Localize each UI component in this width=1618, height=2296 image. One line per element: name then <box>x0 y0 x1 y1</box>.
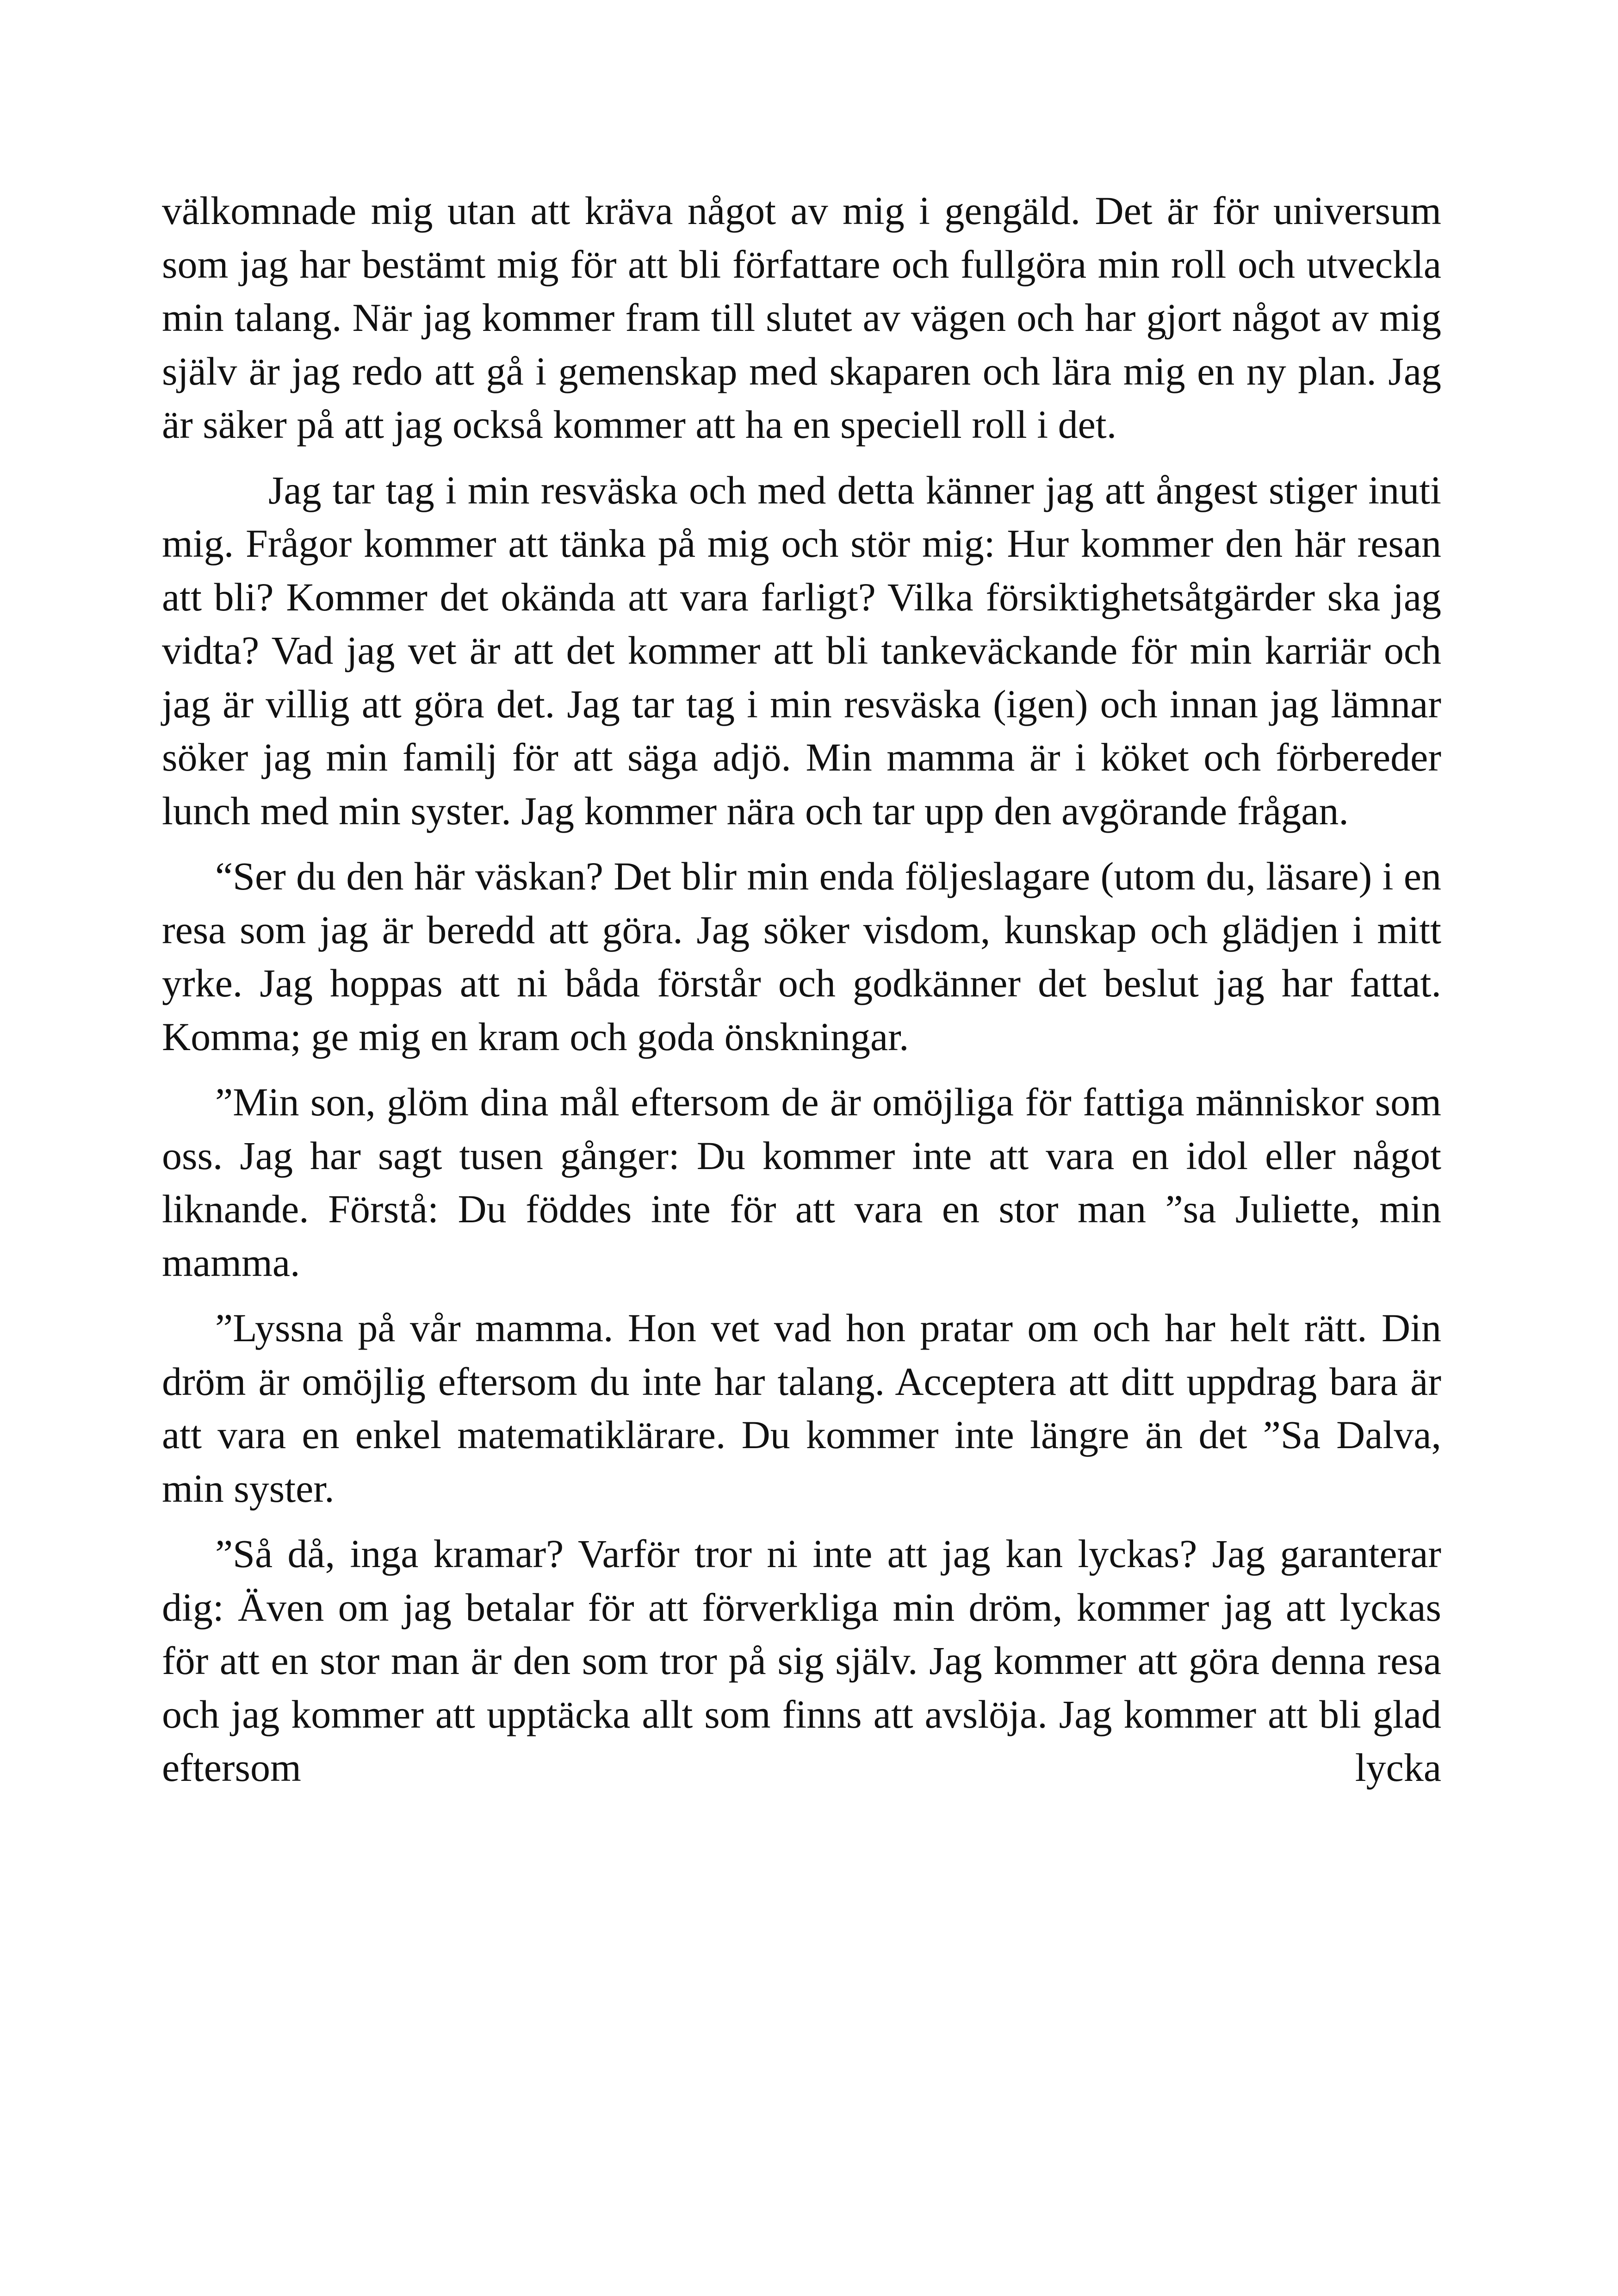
paragraph-dialogue-reply: ”Så då, inga kramar? Varför tror ni inte att jag kan lyckas? Jag garanterar dig: Även om jag betalar för att förverkliga min dröm, kommer jag att lyckas för att en stor man är den som tror på sig själv. Jag kommer att göra denna resa och jag kommer att upptäcka allt som finns att avslöja. Jag kommer att bli glad eftersom lycka <box>162 1531 1441 1790</box>
paragraph-dialogue-son: “Ser du den här väskan? Det blir min enda följeslagare (utom du, läsare) i en resa som jag är beredd att göra. Jag söker visdom, kunskap och glädjen i mitt yrke. Jag hoppas att ni båda förstår och godkänner det beslut jag har fattat. Komma; ge mig en kram och goda önskningar. <box>162 854 1441 1059</box>
paragraph-dialogue-mother: ”Min son, glöm dina mål eftersom de är omöjliga för fattiga människor som oss. Jag har sagt tusen gånger: Du kommer inte att vara en idol eller något liknande. Förstå: Du föddes inte för att vara en stor man ”sa Juliette, min mamma. <box>162 1080 1441 1285</box>
paragraph-continued: välkomnade mig utan att kräva något av mig i gengäld. Det är för universum som jag har bestämt mig för att bli författare och fullgöra min roll och utveckla min talang. När jag kommer fram till slutet av vägen och har gjort något av mig själv är jag redo att gå i gemenskap med skaparen och lära mig en ny plan. Jag är säker på att jag också kommer att ha en speciell roll i det. <box>162 188 1441 447</box>
paragraph-suitcase: Jag tar tag i min resväska och med detta känner jag att ångest stiger inuti mig. Frågor kommer att tänka på mig och stör mig: Hur kommer den här resan att bli? Kommer det okända att vara farligt? Vilka försiktighetsåtgärder ska jag vidta? Vad jag vet är att det kommer att bli tankeväckande för min karriär och jag är villig att göra det. Jag tar tag i min resväska (igen) och innan jag lämnar söker jag min familj för att säga adjö. Min mamma är i köket och förbereder lunch med min syster. Jag kommer nära och tar upp den avgörande frågan. <box>162 467 1441 833</box>
body-text <box>162 184 1441 1795</box>
paragraph-dialogue-sister: ”Lyssna på vår mamma. Hon vet vad hon pratar om och har helt rätt. Din dröm är omöjlig eftersom du inte har talang. Acceptera att ditt uppdrag bara är att vara en enkel matematiklärare. Du kommer inte längre än det ”Sa Dalva, min syster. <box>162 1306 1441 1511</box>
